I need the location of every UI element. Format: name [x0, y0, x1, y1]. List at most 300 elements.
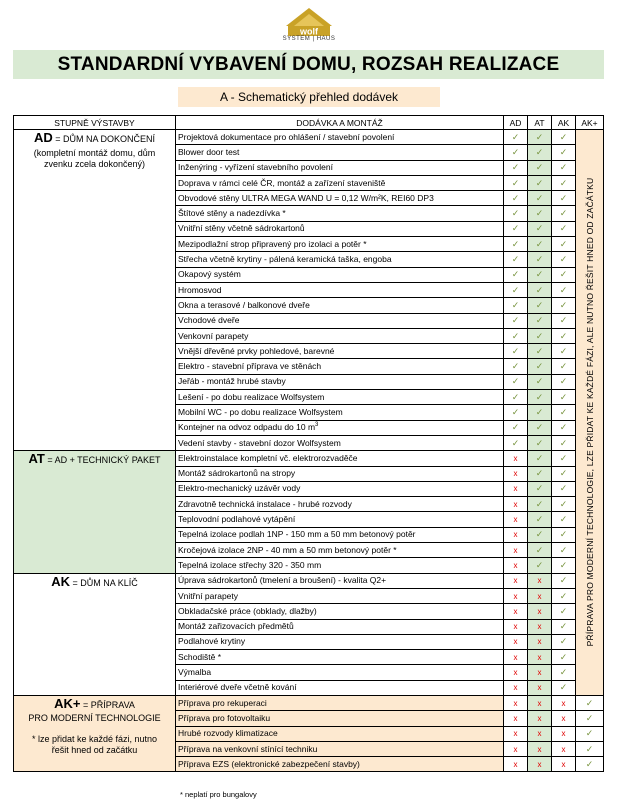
check-mark: ✓	[559, 498, 568, 509]
check-mark: ✓	[535, 284, 544, 295]
item-label	[176, 481, 504, 496]
mark-cell	[528, 512, 552, 527]
mark-cell	[528, 267, 552, 282]
mark-cell	[504, 313, 528, 328]
check-mark: ✓	[559, 651, 568, 662]
check-mark: ✓	[559, 269, 568, 280]
mark-cell	[552, 237, 576, 252]
mark-cell	[528, 650, 552, 665]
mark-cell	[504, 711, 528, 726]
item-text: Mezipodlažní strop připravený pro izolaci a potěr *	[178, 238, 367, 249]
mark-cell	[552, 420, 576, 435]
mark-cell	[504, 451, 528, 466]
check-mark: ✓	[559, 391, 568, 402]
check-mark: ✓	[535, 468, 544, 479]
cross-mark: x	[513, 744, 518, 754]
item-text: Doprava v rámci celé ČR, montáž a zařízení staveniště	[178, 177, 386, 188]
mark-cell	[528, 466, 552, 481]
check-mark: ✓	[535, 131, 544, 142]
mark-cell	[552, 298, 576, 313]
mark-cell	[528, 328, 552, 343]
mark-cell	[552, 527, 576, 542]
check-mark: ✓	[585, 697, 594, 708]
item-label	[176, 237, 504, 252]
cross-mark: x	[513, 545, 518, 555]
mark-cell	[576, 711, 604, 726]
check-mark: ✓	[511, 162, 520, 173]
check-mark: ✓	[535, 422, 544, 433]
group-code: AK+	[54, 695, 81, 711]
check-mark: ✓	[559, 254, 568, 265]
group-line2: PRO MODERNÍ TECHNOLOGIE	[28, 712, 161, 723]
check-mark: ✓	[559, 299, 568, 310]
check-mark: ✓	[535, 208, 544, 219]
check-mark: ✓	[535, 361, 544, 372]
item-text: Příprava pro fotovoltaiku	[178, 712, 271, 723]
mark-cell	[528, 497, 552, 512]
table-row	[14, 130, 604, 145]
mark-cell	[504, 420, 528, 435]
item-text: Projektová dokumentace pro ohlášení / stavební povolení	[178, 131, 395, 142]
mark-cell	[504, 221, 528, 236]
footnote: * neplatí pro bungalovy	[180, 790, 257, 799]
check-mark: ✓	[559, 177, 568, 188]
check-mark: ✓	[511, 131, 520, 142]
akplus-vertical-band	[576, 130, 604, 696]
item-label	[176, 619, 504, 634]
cross-mark: x	[537, 729, 542, 739]
check-mark: ✓	[511, 315, 520, 326]
cross-mark: x	[537, 668, 542, 678]
item-text: Zdravotně technická instalace - hrubé rozvody	[178, 498, 352, 509]
group-code: AK	[51, 573, 70, 589]
mark-cell	[552, 604, 576, 619]
check-mark: ✓	[511, 422, 520, 433]
mark-cell	[528, 451, 552, 466]
mark-cell	[504, 405, 528, 420]
item-label	[176, 328, 504, 343]
item-label	[176, 711, 504, 726]
mark-cell	[552, 344, 576, 359]
item-label	[176, 650, 504, 665]
item-text: Schodiště *	[178, 651, 221, 662]
mark-cell	[552, 757, 576, 772]
check-mark: ✓	[559, 468, 568, 479]
check-mark: ✓	[559, 452, 568, 463]
mark-cell	[552, 282, 576, 297]
item-label	[176, 191, 504, 206]
check-mark: ✓	[535, 391, 544, 402]
mark-cell	[504, 237, 528, 252]
cross-mark: x	[513, 484, 518, 494]
check-mark: ✓	[511, 391, 520, 402]
logo-text: wolf	[300, 26, 318, 37]
mark-cell	[552, 359, 576, 374]
mark-cell	[576, 757, 604, 772]
mark-cell	[504, 374, 528, 389]
check-mark: ✓	[511, 192, 520, 203]
check-mark: ✓	[559, 544, 568, 555]
cross-mark: x	[537, 576, 542, 586]
check-mark: ✓	[535, 544, 544, 555]
mark-cell	[528, 695, 552, 710]
item-label	[176, 420, 504, 435]
item-text: Mobilní WC - po dobu realizace Wolfsystem	[178, 406, 343, 417]
header-level: STUPNĚ VÝSTAVBY	[14, 116, 176, 130]
group-title: = DŮM NA DOKONČENÍ	[52, 134, 156, 144]
item-text: Příprava na venkovní stínící techniku	[178, 743, 318, 754]
item-label	[176, 313, 504, 328]
item-text: Obkladačské práce (obklady, dlažby)	[178, 605, 317, 616]
mark-cell	[528, 282, 552, 297]
check-mark: ✓	[535, 330, 544, 341]
mark-cell	[528, 573, 552, 588]
cross-mark: x	[561, 713, 566, 723]
mark-cell	[528, 543, 552, 558]
check-mark: ✓	[535, 437, 544, 448]
mark-cell	[552, 374, 576, 389]
logo-subtitle: SYSTEM | HAUS	[282, 36, 336, 42]
item-label	[176, 527, 504, 542]
group-desc: (kompletní montáž domu, dům zvenku zcela dokončený)	[33, 148, 156, 169]
vertical-note: PŘÍPRAVA PRO MODERNÍ TECHNOLOGIE, LZE PŘIDAT KE KAŽDÉ FÁZI, ALE NUTNO ŘEŠIT HNED OD ZAČÁTKU	[584, 178, 595, 647]
group-code: AT	[28, 451, 45, 467]
cross-mark: x	[513, 698, 518, 708]
item-text: Hromosvod	[178, 284, 222, 295]
mark-cell	[504, 650, 528, 665]
cross-mark: x	[513, 729, 518, 739]
item-text: Teplovodní podlahové vytápění	[178, 514, 296, 525]
mark-cell	[528, 741, 552, 756]
cross-mark: x	[537, 591, 542, 601]
header-ad: AD	[504, 116, 528, 130]
item-label	[176, 680, 504, 695]
item-text: Vchodové dveře	[178, 315, 240, 326]
mark-cell	[504, 573, 528, 588]
cross-mark: x	[561, 759, 566, 769]
mark-cell	[552, 650, 576, 665]
mark-cell	[528, 527, 552, 542]
mark-cell	[552, 741, 576, 756]
item-label	[176, 757, 504, 772]
group-title: = AD + TECHNICKÝ PAKET	[44, 455, 161, 466]
mark-cell	[504, 390, 528, 405]
check-mark: ✓	[511, 345, 520, 356]
check-mark: ✓	[535, 514, 544, 525]
mark-cell	[504, 481, 528, 496]
check-mark: ✓	[559, 575, 568, 586]
mark-cell	[576, 726, 604, 741]
check-mark: ✓	[559, 682, 568, 693]
item-text: Tepelná izolace střechy 320 - 350 mm	[178, 559, 322, 570]
group-title: = DŮM NA KLÍČ	[70, 577, 138, 588]
check-mark: ✓	[535, 192, 544, 203]
mark-cell	[552, 588, 576, 603]
mark-cell	[528, 313, 552, 328]
item-label	[176, 145, 504, 160]
header-akplus: AK+	[576, 116, 604, 130]
mark-cell	[528, 604, 552, 619]
item-label	[176, 344, 504, 359]
check-mark: ✓	[535, 529, 544, 540]
cross-mark: x	[537, 698, 542, 708]
mark-cell	[504, 497, 528, 512]
mark-cell	[504, 726, 528, 741]
mark-cell	[552, 328, 576, 343]
item-label	[176, 175, 504, 190]
mark-cell	[552, 221, 576, 236]
mark-cell	[552, 252, 576, 267]
group-heading	[14, 132, 175, 145]
mark-cell	[576, 741, 604, 756]
mark-cell	[528, 237, 552, 252]
check-mark: ✓	[511, 208, 520, 219]
cross-mark: x	[537, 759, 542, 769]
cross-mark: x	[513, 637, 518, 647]
cross-mark: x	[561, 744, 566, 754]
cross-mark: x	[513, 606, 518, 616]
item-text: Elektro-mechanický uzávěr vody	[178, 483, 301, 494]
mark-cell	[552, 481, 576, 496]
mark-cell	[552, 512, 576, 527]
mark-cell	[552, 634, 576, 649]
item-text: Montáž zařizovacích předmětů	[178, 621, 294, 632]
item-text: Venkovní parapety	[178, 330, 249, 341]
mark-cell	[552, 435, 576, 450]
mark-cell	[552, 466, 576, 481]
mark-cell	[528, 359, 552, 374]
mark-cell	[528, 481, 552, 496]
check-mark: ✓	[535, 376, 544, 387]
check-mark: ✓	[511, 238, 520, 249]
cross-mark: x	[537, 652, 542, 662]
mark-cell	[576, 695, 604, 710]
mark-cell	[528, 175, 552, 190]
check-mark: ✓	[585, 743, 594, 754]
header-ak: AK	[552, 116, 576, 130]
mark-cell	[552, 573, 576, 588]
item-label	[176, 543, 504, 558]
cross-mark: x	[513, 499, 518, 509]
mark-cell	[528, 252, 552, 267]
check-mark: ✓	[559, 208, 568, 219]
mark-cell	[504, 435, 528, 450]
item-text: Lešení - po dobu realizace Wolfsystem	[178, 391, 325, 402]
item-label	[176, 588, 504, 603]
check-mark: ✓	[535, 483, 544, 494]
mark-cell	[504, 588, 528, 603]
mark-cell	[552, 451, 576, 466]
cross-mark: x	[537, 606, 542, 616]
mark-cell	[528, 680, 552, 695]
item-label	[176, 451, 504, 466]
mark-cell	[528, 665, 552, 680]
cross-mark: x	[513, 576, 518, 586]
cross-mark: x	[513, 453, 518, 463]
mark-cell	[504, 527, 528, 542]
check-mark: ✓	[559, 146, 568, 157]
check-mark: ✓	[559, 529, 568, 540]
item-label	[176, 665, 504, 680]
mark-cell	[504, 130, 528, 145]
check-mark: ✓	[559, 345, 568, 356]
item-label	[176, 267, 504, 282]
mark-cell	[504, 145, 528, 160]
item-label	[176, 634, 504, 649]
item-text: Hrubé rozvody klimatizace	[178, 728, 278, 739]
item-text: Vnitřní parapety	[178, 590, 239, 601]
mark-cell	[504, 344, 528, 359]
mark-cell	[552, 711, 576, 726]
table-row	[14, 695, 604, 710]
check-mark: ✓	[511, 361, 520, 372]
check-mark: ✓	[511, 299, 520, 310]
mark-cell	[504, 757, 528, 772]
mark-cell	[552, 313, 576, 328]
mark-cell	[552, 543, 576, 558]
mark-cell	[504, 328, 528, 343]
item-label	[176, 558, 504, 573]
mark-cell	[552, 558, 576, 573]
mark-cell	[528, 374, 552, 389]
mark-cell	[552, 680, 576, 695]
item-label	[176, 206, 504, 221]
mark-cell	[552, 267, 576, 282]
check-mark: ✓	[535, 238, 544, 249]
group-code: AD	[33, 130, 53, 145]
cross-mark: x	[537, 622, 542, 632]
mark-cell	[504, 543, 528, 558]
cross-mark: x	[537, 713, 542, 723]
item-label	[176, 695, 504, 710]
mark-cell	[552, 695, 576, 710]
cross-mark: x	[513, 652, 518, 662]
item-text: Štítové stěny a nadezdívka *	[178, 208, 286, 219]
check-mark: ✓	[559, 590, 568, 601]
mark-cell	[528, 130, 552, 145]
item-label	[176, 359, 504, 374]
check-mark: ✓	[559, 621, 568, 632]
mark-cell	[528, 558, 552, 573]
item-text: Příprava pro rekuperaci	[178, 697, 267, 708]
cross-mark: x	[513, 530, 518, 540]
item-label	[176, 726, 504, 741]
item-text: Jeřáb - montáž hrubé stavby	[178, 376, 286, 387]
mark-cell	[504, 741, 528, 756]
header-delivery: DODÁVKA A MONTÁŽ	[176, 116, 504, 130]
cross-mark: x	[513, 591, 518, 601]
mark-cell	[552, 191, 576, 206]
mark-cell	[504, 512, 528, 527]
mark-cell	[528, 145, 552, 160]
mark-cell	[552, 619, 576, 634]
cross-mark: x	[537, 637, 542, 647]
item-label	[176, 282, 504, 297]
cross-mark: x	[513, 713, 518, 723]
item-text: Podlahové krytiny	[178, 636, 246, 647]
item-text: Vnitřní stěny včetně sádrokartonů	[178, 223, 305, 234]
check-mark: ✓	[559, 422, 568, 433]
check-mark: ✓	[585, 758, 594, 769]
check-mark: ✓	[511, 330, 520, 341]
check-mark: ✓	[559, 330, 568, 341]
table-row	[14, 451, 604, 466]
mark-cell	[504, 191, 528, 206]
mark-cell	[504, 604, 528, 619]
item-text: Kontejner na odvoz odpadu do 10 m	[178, 422, 316, 433]
cross-mark: x	[513, 560, 518, 570]
check-mark: ✓	[511, 146, 520, 157]
check-mark: ✓	[559, 284, 568, 295]
item-text: Výmalba	[178, 667, 212, 678]
mark-cell	[504, 634, 528, 649]
check-mark: ✓	[559, 192, 568, 203]
item-label	[176, 298, 504, 313]
mark-cell	[528, 390, 552, 405]
cross-mark: x	[513, 622, 518, 632]
mark-cell	[552, 160, 576, 175]
check-mark: ✓	[535, 406, 544, 417]
table-header-row	[14, 116, 604, 130]
check-mark: ✓	[559, 238, 568, 249]
item-text: Elektro - stavební příprava ve stěnách	[178, 361, 322, 372]
mark-cell	[504, 298, 528, 313]
check-mark: ✓	[535, 223, 544, 234]
check-mark: ✓	[559, 131, 568, 142]
item-label	[176, 741, 504, 756]
mark-cell	[504, 267, 528, 282]
item-text: Montáž sádrokartonů na stropy	[178, 468, 296, 479]
cross-mark: x	[513, 668, 518, 678]
item-text: Tepelná izolace podlah 1NP - 150 mm a 50 mm betonový potěr	[178, 529, 416, 540]
cross-mark: x	[513, 683, 518, 693]
mark-cell	[552, 145, 576, 160]
mark-cell	[504, 680, 528, 695]
item-label	[176, 130, 504, 145]
item-text: Blower door test	[178, 146, 240, 157]
check-mark: ✓	[535, 299, 544, 310]
mark-cell	[528, 619, 552, 634]
mark-cell	[504, 466, 528, 481]
item-label	[176, 512, 504, 527]
group-title: = PŘÍPRAVA	[80, 699, 135, 710]
group-heading	[14, 695, 175, 711]
item-label	[176, 405, 504, 420]
check-mark: ✓	[511, 284, 520, 295]
mark-cell	[528, 588, 552, 603]
page-title: STANDARDNÍ VYBAVENÍ DOMU, ROZSAH REALIZACE	[13, 50, 604, 79]
check-mark: ✓	[559, 514, 568, 525]
mark-cell	[528, 298, 552, 313]
mark-cell	[504, 665, 528, 680]
check-mark: ✓	[535, 498, 544, 509]
item-text: Obvodové stěny ULTRA MEGA WAND U = 0,12 W/m²K, REI60 DP3	[178, 192, 434, 203]
mark-cell	[552, 175, 576, 190]
check-mark: ✓	[535, 177, 544, 188]
check-mark: ✓	[511, 376, 520, 387]
check-mark: ✓	[511, 406, 520, 417]
item-text: Vedení stavby - stavební dozor Wolfsystem	[178, 437, 341, 448]
item-text: Příprava EZS (elektronické zabezpečení stavby)	[178, 758, 360, 769]
check-mark: ✓	[535, 559, 544, 570]
cross-mark: x	[561, 729, 566, 739]
table-row	[14, 573, 604, 588]
item-label	[176, 390, 504, 405]
mark-cell	[528, 634, 552, 649]
check-mark: ✓	[535, 162, 544, 173]
check-mark: ✓	[535, 254, 544, 265]
item-text: Střecha včetně krytiny - pálená keramická taška, engoba	[178, 254, 392, 265]
